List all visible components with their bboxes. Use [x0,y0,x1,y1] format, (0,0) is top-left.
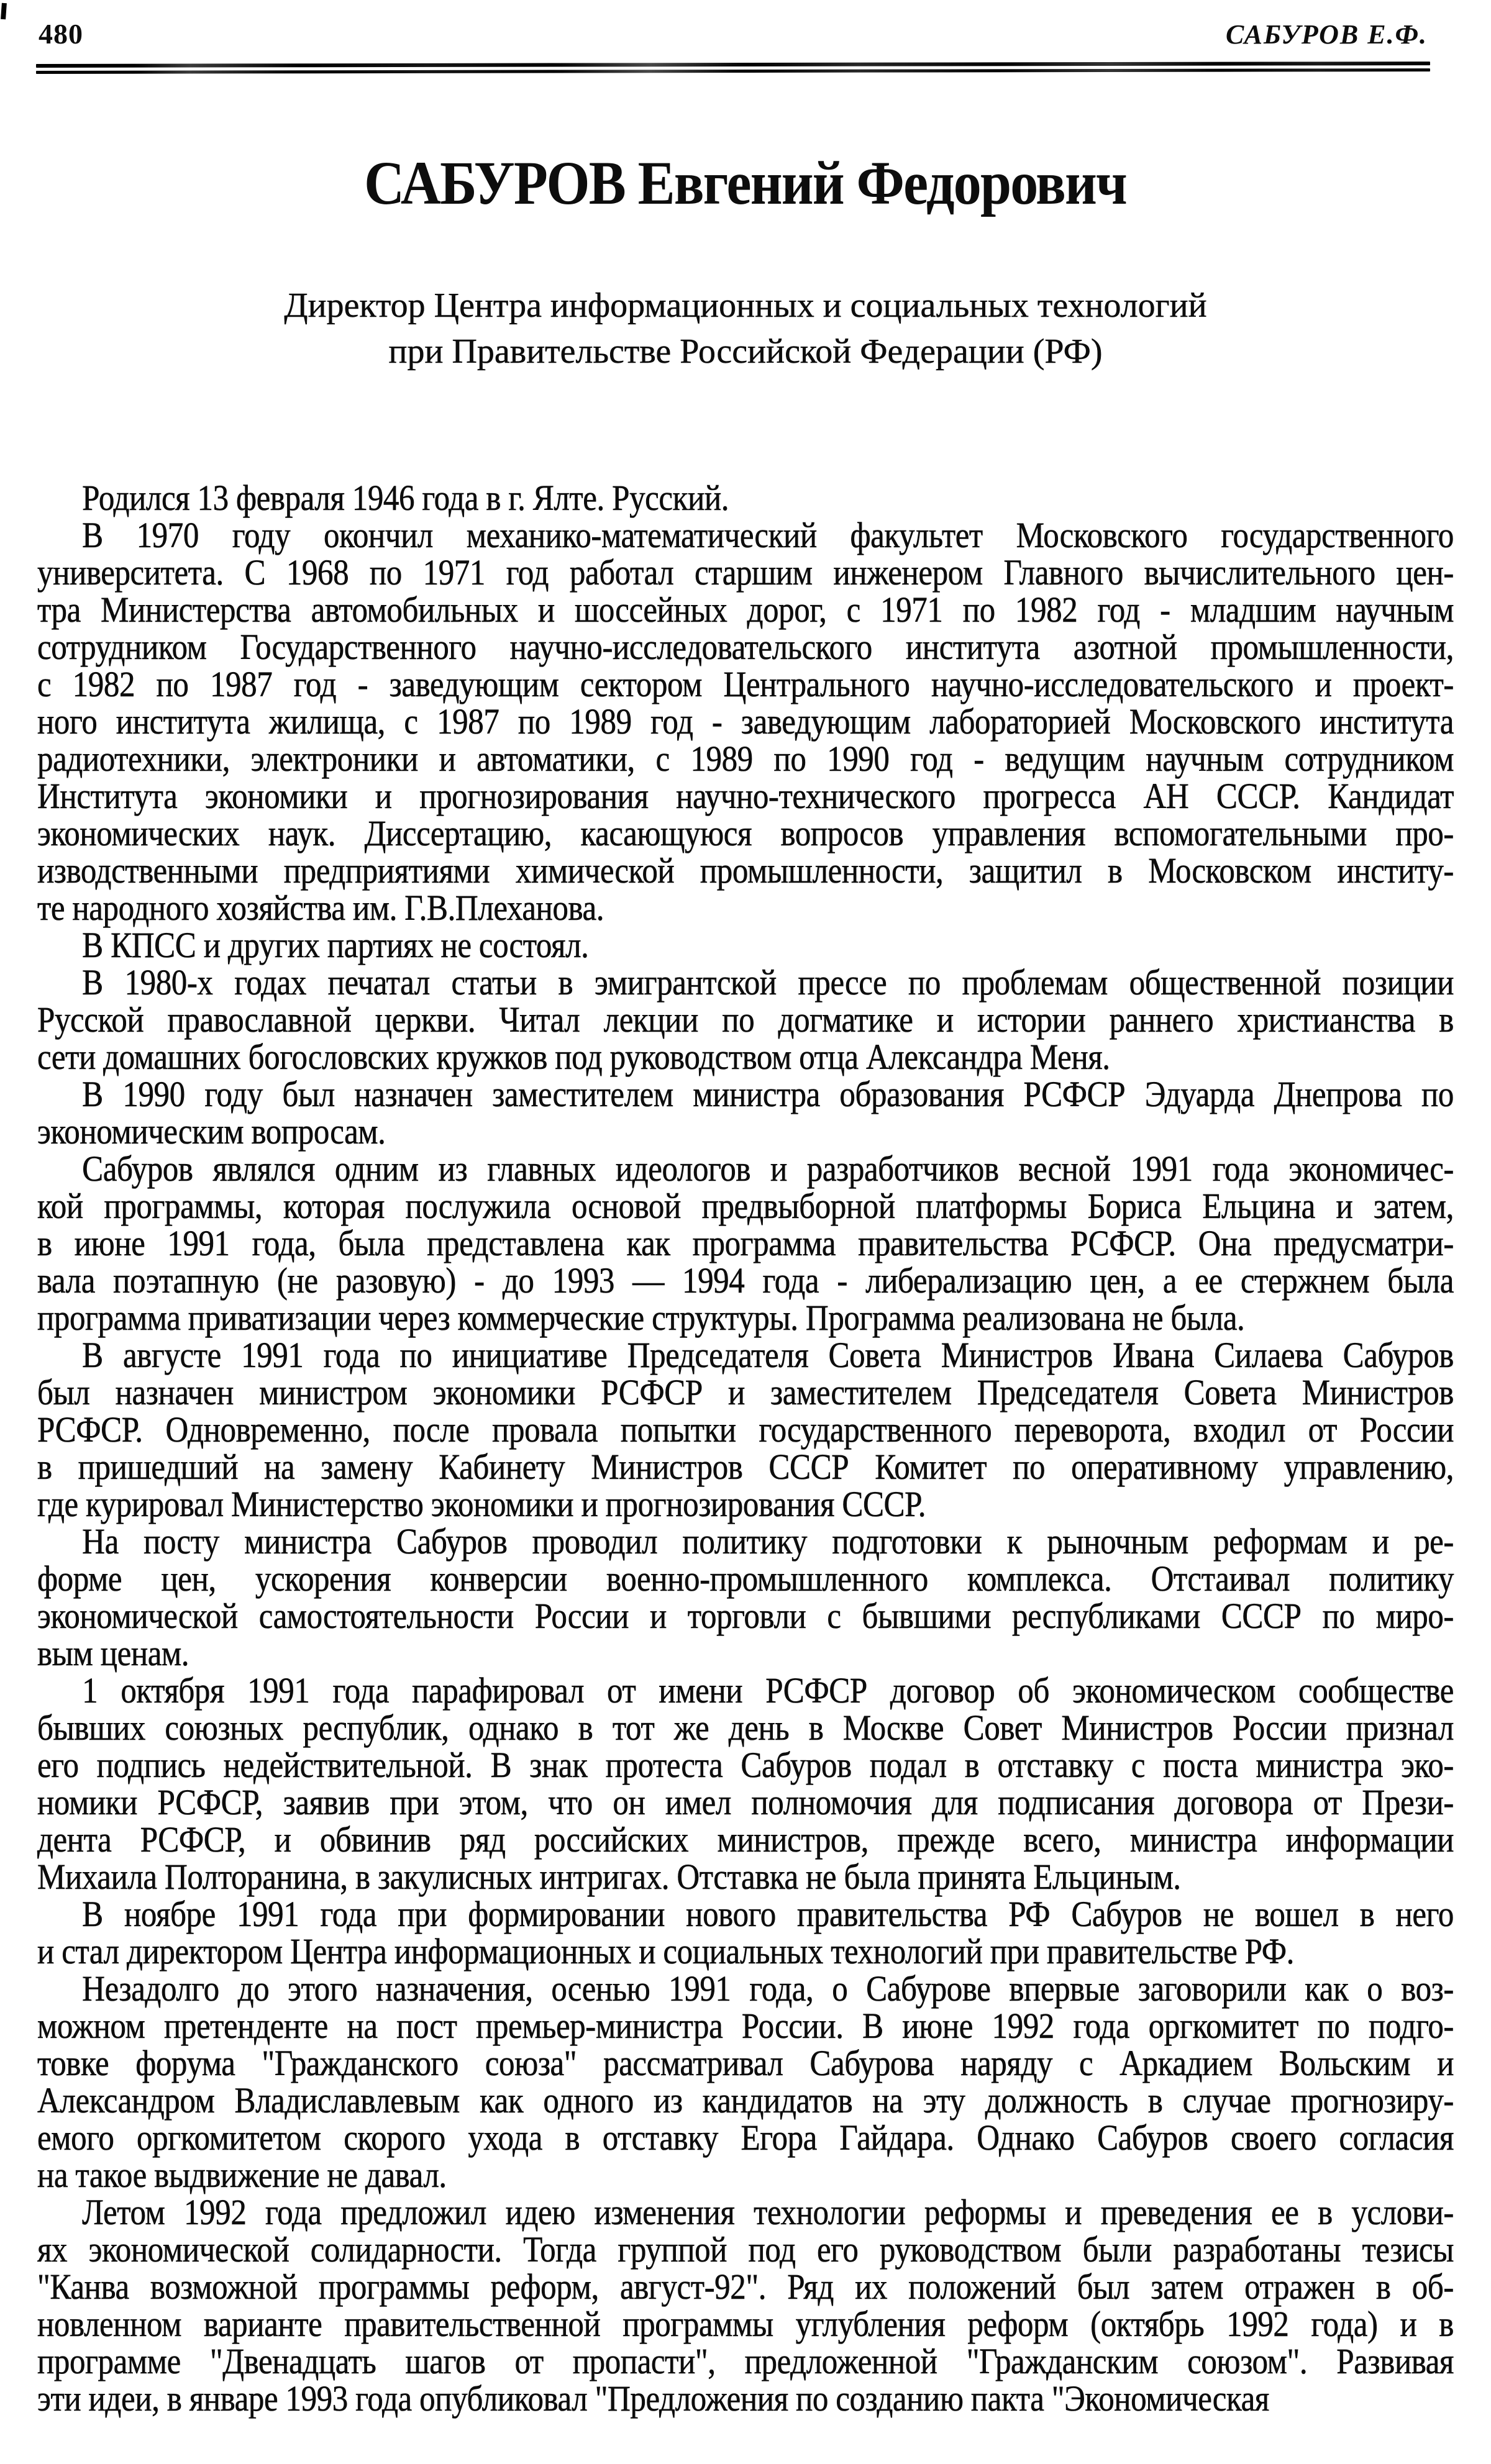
body-line: Сабуров являлся одним из главных идеологов и разработчиков весной 1991 года экономичес- [82,1148,1454,1189]
body-line: с 1982 по 1987 год - заведующим сектором Центрального научно-исследовательского и проект- [37,664,1454,704]
body-line: кой программы, которая послужила основой предвыборной платформы Бориса Ельцина и затем, [37,1186,1454,1226]
body-line: дента РСФСР, и обвинив ряд российских министров, прежде всего, министра информации [37,1819,1454,1860]
body-line: экономической самостоятельности России и торговли с бывшими республиками СССР по миро- [37,1596,1454,1636]
body-line: В августе 1991 года по инициативе Председателя Совета Министров Ивана Силаева Сабуров [82,1335,1454,1375]
body-line: Александром Владиславлевым как одного из кандидатов на эту должность в случае прогнозиру- [37,2080,1454,2121]
body-line: радиотехники, электроники и автоматики, с 1989 по 1990 год - ведущим научным сотрудником [37,739,1454,779]
subtitle-line-1: Директор Центра информационных и социальных технологий [284,286,1207,325]
body-line: номики РСФСР, заявив при этом, что он имел полномочия для подписания договора от Прези- [37,1782,1454,1822]
body-line: те народного хозяйства им. Г.В.Плеханова. [37,888,604,928]
body-line: "Канва возможной программы реформ, август-92". Ряд их положений был затем отражен в об- [37,2266,1454,2307]
body-line: новленном варианте правительственной программы углубления реформ (октябрь 1992 года) и в [37,2304,1454,2344]
body-line: 1 октября 1991 года парафировал от имени РСФСР договор об экономическом сообществе [82,1670,1454,1711]
body-line: Родился 13 февраля 1946 года в г. Ялте. Русский. [82,478,729,518]
subtitle [0,283,1491,375]
page-number: 480 [39,18,83,50]
body-line: В КПСС и других партиях не состоял. [82,925,589,965]
divider-line-top [36,61,1430,68]
page-title [0,149,1491,217]
body-line: и стал директором Центра информационных и социальных технологий при правительстве РФ. [37,1931,1294,1971]
body-line: был назначен министром экономики РСФСР и заместителем Председателя Совета Министров [37,1372,1454,1412]
header-divider [36,61,1430,74]
body-line: ях экономической солидарности. Тогда группой под его руководством были разработаны тезисы [37,2229,1454,2270]
body-line: экономических наук. Диссертацию, касающуюся вопросов управления вспомогательными про- [37,813,1454,853]
body-line: В ноябре 1991 года при формировании нового правительства РФ Сабуров не вошел в него [82,1894,1454,1934]
body-line: в июне 1991 года, была представлена как программа правительства РСФСР. Она предусматри- [37,1223,1454,1263]
body-line: сети домашних богословских кружков под руководством отца Александра Меня. [37,1037,1110,1077]
body-line: Русской православной церкви. Читал лекции по догматике и истории раннего христианства в [37,999,1454,1040]
body-line: можном претенденте на пост премьер-министра России. В июне 1992 года оргкомитет по подго- [37,2006,1454,2046]
running-head: САБУРОВ Е.Ф. [1226,19,1428,50]
body-line: университета. С 1968 по 1971 год работал старшим инженером Главного вычислительного цен- [37,552,1454,593]
body-line: Незадолго до этого назначения, осенью 1991 года, о Сабурове впервые заговорили как о воз- [82,1968,1454,2009]
body-line: изводственными предприятиями химической промышленности, защитил в Московском институ- [37,850,1454,891]
body-line: В 1970 году окончил механико-математический факультет Московского государственного [82,515,1454,555]
divider-line-bottom [36,68,1430,74]
body-line: где курировал Министерство экономики и прогнозирования СССР. [37,1484,926,1524]
body-line: вым ценам. [37,1633,189,1673]
body-line: эти идеи, в январе 1993 года опубликовал "Предложения по созданию пакта "Экономическая [37,2378,1269,2419]
body-line: Института экономики и прогнозирования научно-технического прогресса АН СССР. Кандидат [37,776,1454,816]
body-line: вала поэтапную (не разовую) - до 1993 — 1994 года - либерализацию цен, а ее стержнем была [37,1260,1454,1301]
body-line: экономическим вопросам. [37,1111,386,1152]
body-line: ного института жилища, с 1987 по 1989 год - заведующим лабораторией Московского института [37,701,1454,742]
body-line: программе "Двенадцать шагов от пропасти", предложенной "Гражданским союзом". Развивая [37,2341,1454,2381]
body-line: Летом 1992 года предложил идею изменения технологии реформы и преведения ее в услови- [82,2192,1454,2232]
body-line: в пришедший на замену Кабинету Министров СССР Комитет по оперативному управлению, [37,1447,1454,1487]
body-line: сотрудником Государственного научно-исследовательского института азотной промышленности, [37,627,1454,667]
body-line: На посту министра Сабуров проводил политику подготовки к рыночным реформам и ре- [82,1521,1454,1562]
body-text [37,480,1454,2417]
page-title-text: САБУРОВ Евгений Федорович [364,148,1127,217]
body-line: Михаила Полторанина, в закулисных интригах. Отставка не была принята Ельциным. [37,1857,1181,1897]
body-line: программа приватизации через коммерческие структуры. Программа реализована не была. [37,1298,1245,1338]
body-line: товке форума "Гражданского союза" рассматривал Сабурова наряду с Аркадием Вольским и [37,2043,1454,2083]
subtitle-line-2: при Правительстве Российской Федерации (РФ) [388,332,1103,371]
body-line: его подпись недействительной. В знак протеста Сабуров подал в отставку с поста министра эко- [37,1745,1454,1785]
body-line: бывших союзных республик, однако в тот же день в Москве Совет Министров России признал [37,1707,1454,1748]
body-line: на такое выдвижение не давал. [37,2155,447,2195]
body-line: тра Министерства автомобильных и шоссейных дорог, с 1971 по 1982 год - младшим научным [37,589,1454,630]
body-line: В 1980-х годах печатал статьи в эмигрантской прессе по проблемам общественной позиции [82,962,1454,1002]
body-line: РСФСР. Одновременно, после провала попытки государственного переворота, входил от России [37,1409,1454,1450]
scan-artifact [1,3,7,19]
body-line: В 1990 году был назначен заместителем министра образования РСФСР Эдуарда Днепрова по [82,1074,1454,1114]
body-line: емого оргкомитетом скорого ухода в отставку Егора Гайдара. Однако Сабуров своего согласия [37,2117,1454,2158]
body-line: форме цен, ускорения конверсии военно-промышленного комплекса. Отстаивал политику [37,1558,1454,1599]
